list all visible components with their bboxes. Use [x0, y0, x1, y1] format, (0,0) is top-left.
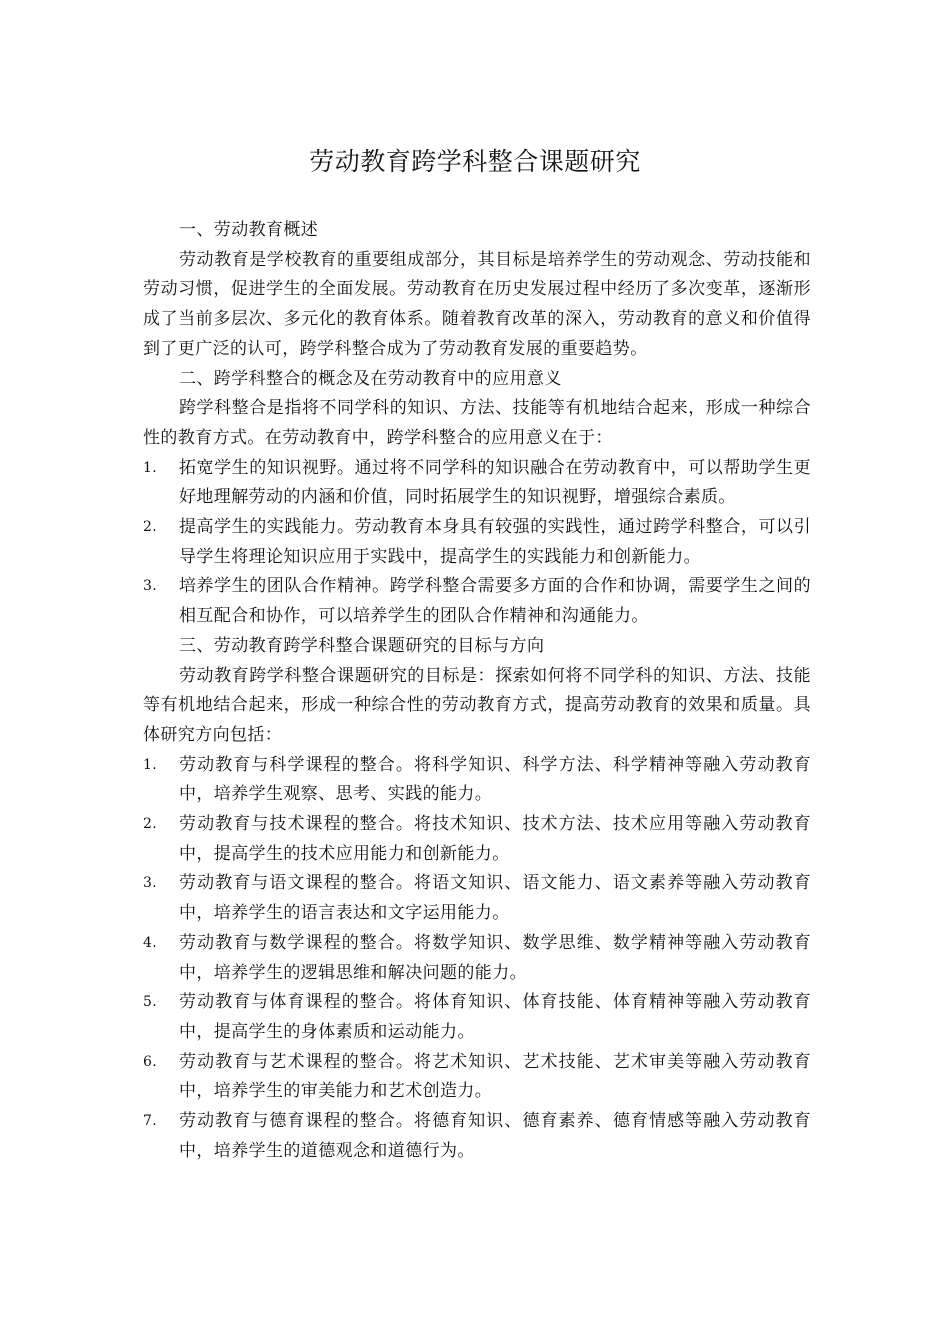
list-item-number: 7. [143, 1113, 158, 1130]
section-paragraph: 劳动教育是学校教育的重要组成部分，其目标是培养学生的劳动观念、劳动技能和劳动习惯，促进学生的全面发展。劳动教育在历史发展过程中经历了多次变革，逐渐形成了当前多层次、多元化的教育体系。随着教育改革的深入，劳动教育的意义和价值得到了更广泛的认可，跨学科整合成为了劳动教育发展的重要趋势。 [143, 249, 811, 359]
list-item-number: 4. [143, 934, 158, 951]
section-heading: 三、劳动教育跨学科整合课题研究的目标与方向 [179, 635, 545, 656]
list-item-number: 5. [143, 994, 158, 1011]
list-item-number: 1. [143, 459, 158, 476]
list-item-text: 培养学生的团队合作精神。跨学科整合需要多方面的合作和协调，需要学生之间的相互配合和协作，可以培养学生的团队合作精神和沟通能力。 [179, 576, 811, 627]
list-item-number: 6. [143, 1053, 158, 1070]
list-item [143, 988, 811, 1047]
section-paragraph: 跨学科整合是指将不同学科的知识、方法、技能等有机地结合起来，形成一种综合性的教育方式。在劳动教育中，跨学科整合的应用意义在于： [143, 398, 811, 448]
list-item-number: 1. [143, 756, 158, 773]
section-heading: 一、劳动教育概述 [179, 220, 319, 240]
section-heading: 二、跨学科整合的概念及在劳动教育中的应用意义 [179, 368, 562, 389]
list-item [143, 572, 811, 631]
list-item [143, 513, 811, 572]
list-item-text: 提高学生的实践能力。劳动教育本身具有较强的实践性，通过跨学科整合，可以引导学生将理论知识应用于实践中，提高学生的实践能力和创新能力。 [179, 517, 811, 567]
document-body [143, 216, 811, 1167]
list-item-number: 2. [143, 519, 158, 536]
list-item-text: 拓宽学生的知识视野。通过将不同学科的知识融合在劳动教育中，可以帮助学生更好地理解劳动的内涵和价值，同时拓展学生的知识视野，增强综合素质。 [179, 457, 811, 508]
list-item-text: 劳动教育与艺术课程的整合。将艺术知识、艺术技能、艺术审美等融入劳动教育中，培养学生的审美能力和艺术创造力。 [179, 1051, 811, 1102]
list-item-number: 3. [143, 875, 158, 892]
list-item [143, 869, 811, 928]
list-item-number: 3. [143, 578, 158, 595]
list-item-text: 劳动教育与德育课程的整合。将德育知识、德育素养、德育情感等融入劳动教育中，培养学生的道德观念和道德行为。 [179, 1111, 811, 1161]
list-item [143, 751, 811, 810]
list-item-text: 劳动教育与技术课程的整合。将技术知识、技术方法、技术应用等融入劳动教育中，提高学生的技术应用能力和创新能力。 [179, 814, 811, 864]
list-item [143, 1048, 811, 1107]
list-item-text: 劳动教育与体育课程的整合。将体育知识、体育技能、体育精神等融入劳动教育中，提高学生的身体素质和运动能力。 [179, 992, 811, 1042]
list-item-text: 劳动教育与语文课程的整合。将语文知识、语文能力、语文素养等融入劳动教育中，培养学生的语言表达和文字运用能力。 [179, 873, 811, 924]
list-item [143, 454, 811, 513]
list-item-text: 劳动教育与数学课程的整合。将数学知识、数学思维、数学精神等融入劳动教育中，培养学生的逻辑思维和解决问题的能力。 [179, 932, 811, 983]
list-item-text: 劳动教育与科学课程的整合。将科学知识、科学方法、科学精神等融入劳动教育中，培养学生观察、思考、实践的能力。 [179, 754, 811, 805]
list-item [143, 1107, 811, 1166]
list-item-number: 2. [143, 816, 158, 833]
list-item [143, 810, 811, 869]
document-title: 劳动教育跨学科整合课题研究 [309, 147, 641, 176]
numbered-list [143, 454, 811, 632]
section-paragraph: 劳动教育跨学科整合课题研究的目标是：探索如何将不同学科的知识、方法、技能等有机地结合起来，形成一种综合性的劳动教育方式，提高劳动教育的效果和质量。具体研究方向包括： [143, 665, 811, 745]
numbered-list [143, 751, 811, 1167]
list-item [143, 929, 811, 988]
